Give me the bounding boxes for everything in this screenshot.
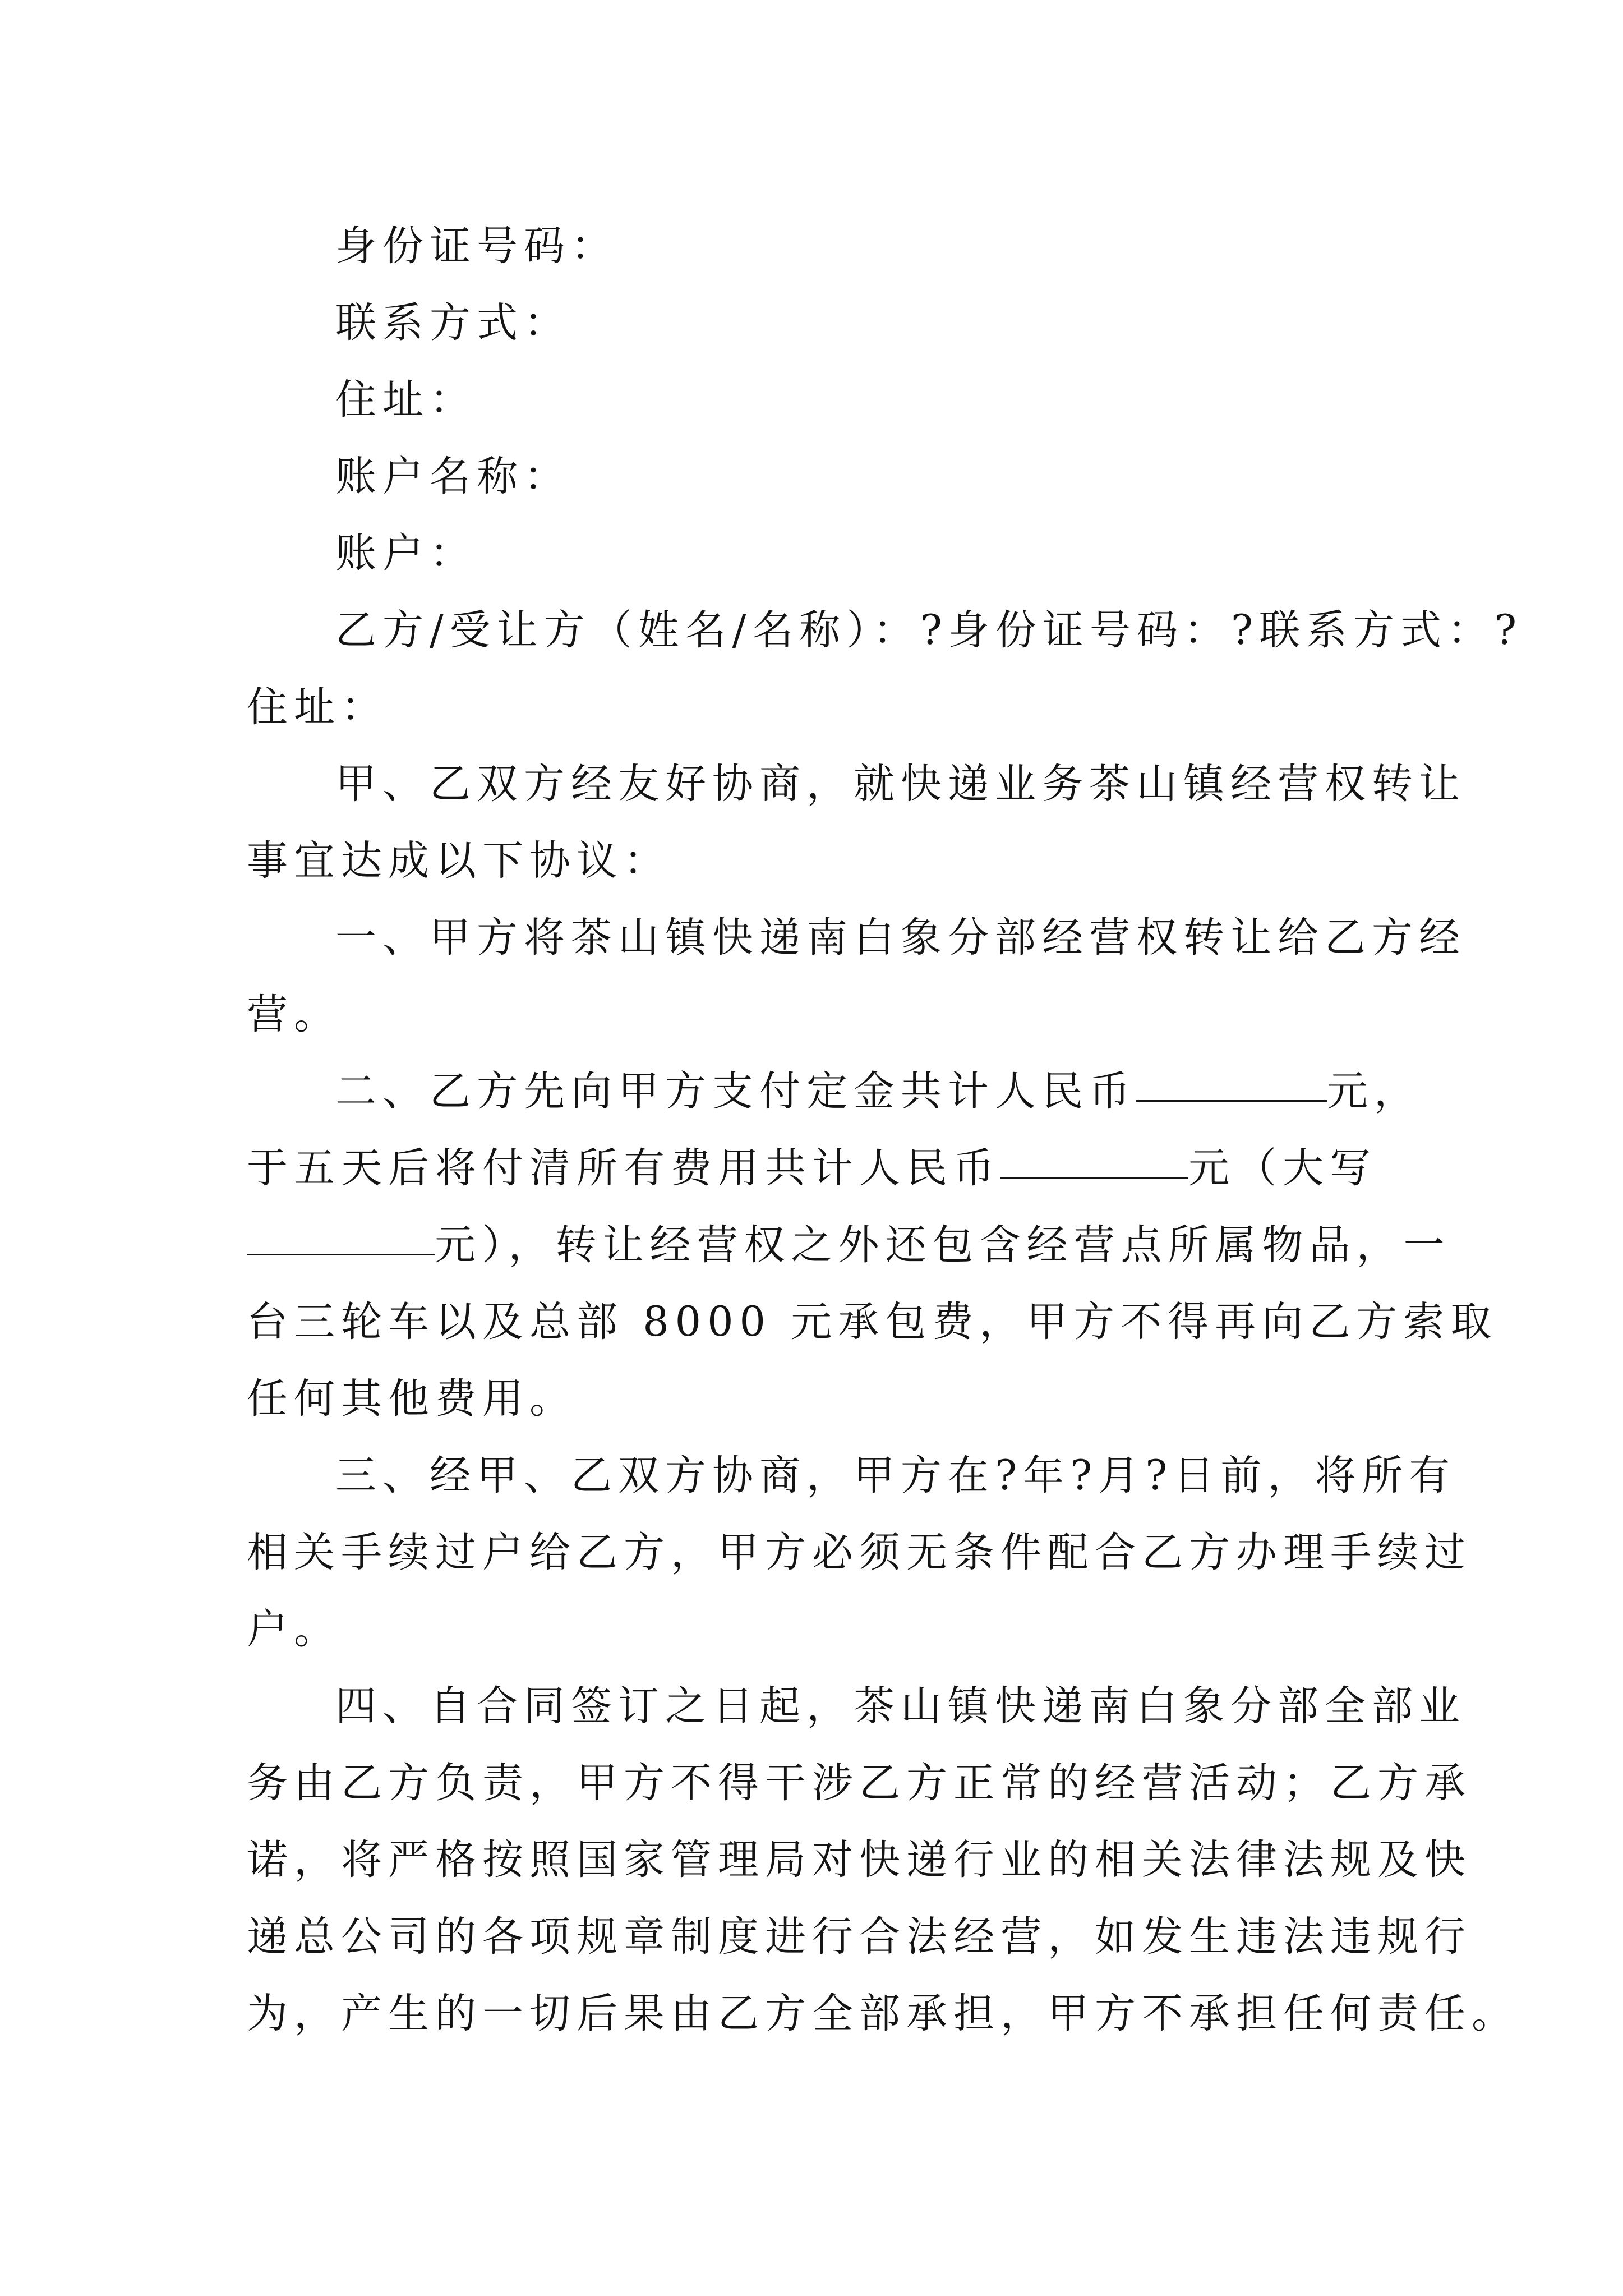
clause-1-line-2: 营。 bbox=[247, 991, 341, 1038]
clause-3-line-1: 三、经甲、乙双方协商，甲方在?年?月?日前，将所有 bbox=[335, 1452, 1456, 1499]
clause-2-line-4: 台三轮车以及总部 8000 元承包费，甲方不得再向乙方索取 bbox=[247, 1298, 1498, 1346]
clause-3-line-3: 户。 bbox=[247, 1605, 341, 1653]
clause-4-line-1: 四、自合同签订之日起，茶山镇快递南白象分部全部业 bbox=[335, 1682, 1466, 1730]
account-field: 账户： bbox=[335, 530, 477, 577]
clause-2-line-1-tail: 元， bbox=[1327, 1068, 1421, 1115]
clause-2-line-3-text: 元），转让经营权之外还包含经营点所属物品，一 bbox=[435, 1221, 1451, 1269]
clause-2-line-2-tail: 元（大写 bbox=[1188, 1144, 1377, 1192]
clause-2-line-1 bbox=[247, 1053, 1441, 1130]
clause-4-line-4: 递总公司的各项规章制度进行合法经营，如发生违法违规行 bbox=[247, 1913, 1472, 1961]
clause-2-line-5: 任何其他费用。 bbox=[247, 1375, 577, 1423]
amount-in-words-blank bbox=[247, 1207, 435, 1255]
party-b-line-2: 住址： bbox=[247, 683, 388, 731]
clause-2-line-2 bbox=[247, 1130, 1441, 1207]
address-field: 住址： bbox=[335, 376, 477, 424]
clause-2-line-2-text: 于五天后将付清所有费用共计人民币 bbox=[247, 1144, 1000, 1192]
total-amount-blank bbox=[1000, 1130, 1188, 1179]
intro-line-2: 事宜达成以下协议： bbox=[247, 837, 671, 885]
id-number-field: 身份证号码： bbox=[335, 222, 618, 270]
contact-field: 联系方式： bbox=[335, 299, 571, 347]
intro-line-1: 甲、乙双方经友好协商，就快递业务茶山镇经营权转让 bbox=[335, 760, 1466, 808]
clause-1-line-1: 一、甲方将茶山镇快递南白象分部经营权转让给乙方经 bbox=[335, 914, 1466, 961]
clause-4-line-5: 为，产生的一切后果由乙方全部承担，甲方不承担任何责任。 bbox=[247, 1990, 1519, 2037]
clause-2-line-1-text: 二、乙方先向甲方支付定金共计人民币 bbox=[335, 1068, 1136, 1115]
deposit-amount-blank bbox=[1136, 1053, 1327, 1102]
clause-3-line-2: 相关手续过户给乙方，甲方必须无条件配合乙方办理手续过 bbox=[247, 1529, 1472, 1576]
clause-4-line-3: 诺，将严格按照国家管理局对快递行业的相关法律法规及快 bbox=[247, 1836, 1472, 1884]
clause-2-line-3 bbox=[247, 1207, 1451, 1283]
party-b-line-1: 乙方/受让方（姓名/名称）：?身份证号码：?联系方式：? bbox=[335, 606, 1523, 654]
account-name-field: 账户名称： bbox=[335, 453, 571, 500]
clause-4-line-2: 务由乙方负责，甲方不得干涉乙方正常的经营活动；乙方承 bbox=[247, 1759, 1472, 1807]
contract-body bbox=[247, 208, 1523, 2052]
